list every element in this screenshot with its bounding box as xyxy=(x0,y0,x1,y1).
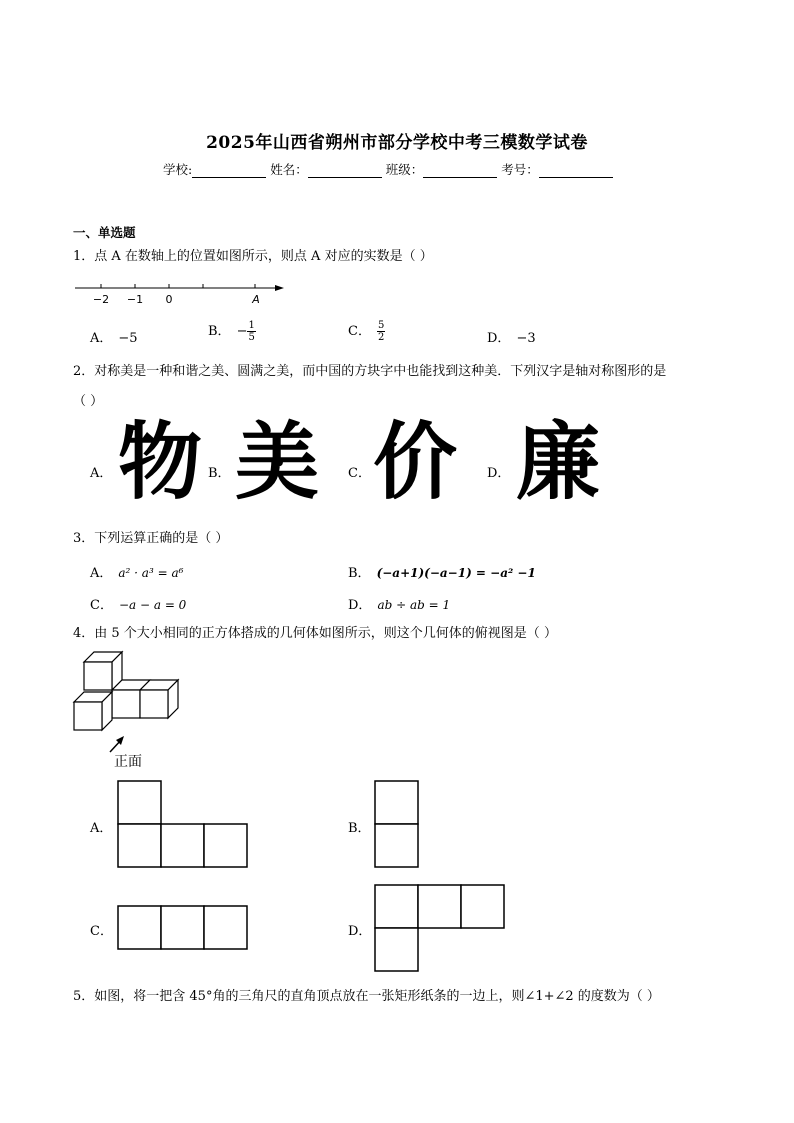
q2-option-b-label[interactable]: B． xyxy=(208,466,231,481)
question-5-text: 5．如图，将一把含 45°角的三角尺的直角顶点放在一张矩形纸条的一边上，则∠1+∠2 的度数为（ ） xyxy=(73,989,660,1004)
q2-character-c: 价 xyxy=(373,413,458,511)
fraction: $\frac{5}{2}$ xyxy=(377,320,385,343)
q4-option-b-label[interactable]: B． xyxy=(348,821,371,836)
q4-option-c-figure xyxy=(117,905,251,951)
name-blank[interactable] xyxy=(308,163,382,178)
tick-label-0: 0 xyxy=(165,293,173,306)
q3-option-a[interactable]: A． a² · a³ = a⁶ xyxy=(90,566,184,581)
question-2-paren: （ ） xyxy=(73,394,104,409)
q4-option-d-label[interactable]: D． xyxy=(348,924,372,939)
question-2-text: 2．对称美是一种和谐之美、圆满之美，而中国的方块字中也能找到这种美．下列汉字是轴对称图形的是 xyxy=(73,364,667,379)
school-label: 学校: xyxy=(163,162,193,177)
q1-option-a[interactable]: A． −5 xyxy=(90,331,138,346)
q3-option-b[interactable]: B． (−a+1)(−a−1) = −a² −1 xyxy=(348,566,536,581)
student-info-row xyxy=(163,160,613,178)
section-title: 一、单选题 xyxy=(73,225,136,240)
q2-option-a-label[interactable]: A． xyxy=(90,466,113,481)
q1-option-d[interactable]: D． −3 xyxy=(487,331,536,346)
q2-character-d: 廉 xyxy=(516,413,601,511)
q2-character-b: 美 xyxy=(235,413,320,511)
q3-option-c[interactable]: C． −a − a = 0 xyxy=(90,598,187,613)
q1-option-b[interactable]: B． − $\frac{1}{5}$ xyxy=(208,320,255,343)
q4-option-a-figure xyxy=(117,780,251,868)
school-blank[interactable] xyxy=(192,163,266,178)
name-label: 姓名： xyxy=(270,162,308,177)
q2-character-a: 物 xyxy=(118,413,203,511)
q4-option-b-figure xyxy=(374,780,422,868)
q2-option-d-label[interactable]: D． xyxy=(487,466,511,481)
q4-option-a-label[interactable]: A． xyxy=(90,821,113,836)
option-label: B． xyxy=(208,324,231,339)
tick-label-neg1: −1 xyxy=(126,293,144,306)
q4-option-c-label[interactable]: C． xyxy=(90,924,113,939)
q3-option-d[interactable]: D． ab ÷ ab = 1 xyxy=(348,598,451,613)
front-view-label: 正面 xyxy=(114,754,142,770)
number-line xyxy=(70,280,290,308)
class-label: 班级： xyxy=(385,162,424,177)
option-label: C． xyxy=(348,324,371,339)
q2-option-c-label[interactable]: C． xyxy=(348,466,371,481)
class-blank[interactable] xyxy=(423,163,497,178)
option-label: D． xyxy=(487,331,511,346)
point-a-label: A xyxy=(252,293,260,306)
question-4-text: 4．由 5 个大小相同的正方体搭成的几何体如图所示，则这个几何体的俯视图是（ ） xyxy=(73,626,557,641)
cube-solid-figure xyxy=(72,648,187,773)
exam-number-label: 考号： xyxy=(501,162,539,177)
tick-label-neg2: −2 xyxy=(92,293,110,306)
exam-title: 2025年山西省朔州市部分学校中考三模数学试卷 xyxy=(206,133,588,153)
question-3-text: 3．下列运算正确的是（ ） xyxy=(73,531,229,546)
fraction: $\frac{1}{5}$ xyxy=(248,320,255,343)
q1-option-c[interactable] xyxy=(348,320,385,343)
option-label: A． xyxy=(90,331,113,346)
question-1-text: 1．点 A 在数轴上的位置如图所示，则点 A 对应的实数是（ ） xyxy=(73,249,433,264)
q4-option-d-figure xyxy=(374,884,508,972)
exam-number-blank[interactable] xyxy=(539,163,613,178)
